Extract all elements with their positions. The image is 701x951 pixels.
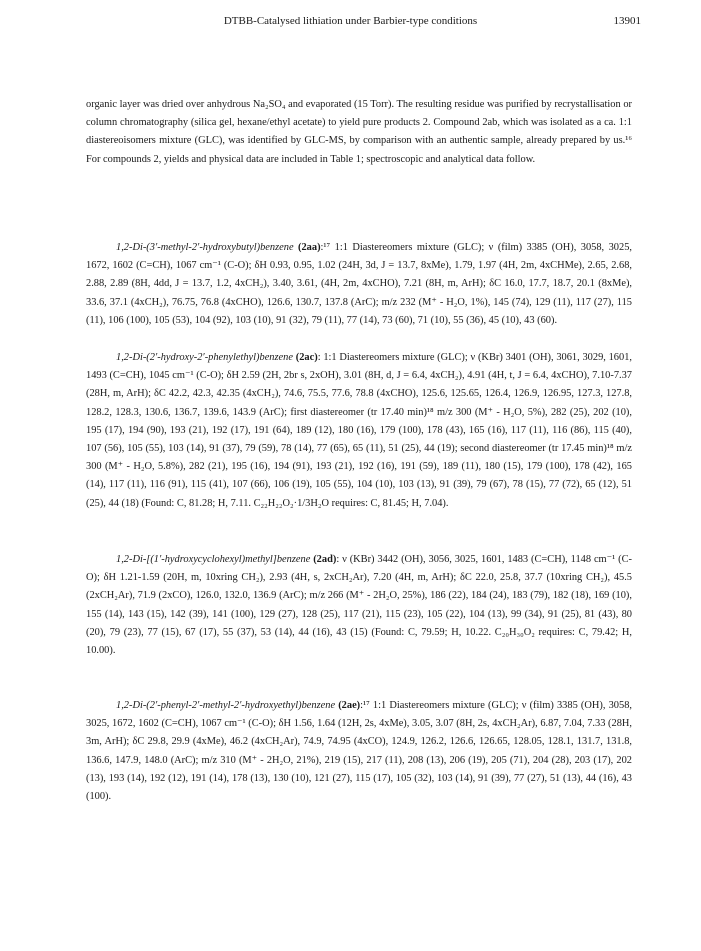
paragraph-text: :¹⁷ 1:1 Diastereomers mixture (GLC); ν (film) 3385 (OH), 3058, 3025, 1672, 1602 (C=CH), 1067 cm⁻¹ (C-O); δH 0.93, 0.95, 1.02 (24H, 3d, J = 13.7, 8xMe), 1.79, 1.97 (4H, 2m, 4xCHMe), 2.65, 2.68, 2.88, 2.89 (8H, 4dd, J = 13.7, 1.2, 4xCH₂), 3.40, 3.61, (4H, 2m, 4xCHO), 7.21 (8H, m, ArH); δC 16.0, 17.7, 18.7, 20.1 (8xMe), 33.6, 37.1 (4xCH₂), 76.75, 76.8 (4xCHO), 126.6, 130.7, 137.8 (ArC); m/z 232 (M⁺ - H₂O, 1%), 145 (74), 129 (11), 117 (27), 115 (11), 106 (100), 105 (53), 104 (92), 103 (10), 91 (32), 79 (11), 77 (14), 73 (60), 71 (10), 55 (36), 45 (10), 43 (60). <box>86 242 632 326</box>
paragraph-compound-2ae <box>86 697 632 806</box>
paragraph-text: :¹⁷ 1:1 Diastereomers mixture (GLC); ν (film) 3385 (OH), 3058, 3025, 1672, 1602 (C=CH), 1067 cm⁻¹ (C-O); δH 1.56, 1.64 (12H, 2s, 4xMe), 3.05, 3.07 (8H, 2s, 4xCH₂Ar), 6.87, 7.04, 7.33 (28H, 3m, ArH); δC 29.8, 29.9 (4xMe), 46.2 (4xCH₂Ar), 74.9, 74.95 (4xCO), 124.9, 126.2, 126.6, 126.65, 128.05, 128.1, 131.7, 131.8, 136.6, 147.9, 148.0 (ArC); m/z 310 (M⁺ - 2H₂O, 21%), 219 (15), 217 (11), 208 (13), 206 (19), 205 (71), 204 (28), 203 (17), 202 (13), 193 (14), 192 (12), 191 (14), 178 (13), 130 (10), 121 (27), 115 (17), 105 (32), 103 (14), 91 (39), 77 (27), 51 (13), 44 (16), 43 (100). <box>86 700 632 803</box>
paragraph-text: organic layer was dried over anhydrous Na₂SO₄ and evaporated (15 Torr). The resulting residue was purified by recrystallisation or column chromatography (silica gel, hexane/ethyl acetate) to yield pure products 2. Compound 2ab, which was isolated as a ca. 1:1 diastereoisomers mixture (GLC), was identified by GLC-MS, by comparison with an authentic sample, already prepared by us.¹⁶ For compounds 2, yields and physical data are included in Table 1; spectroscopic and analytical data follow. <box>86 99 632 165</box>
compound-name: 1,2-Di-(3′-methyl-2′-hydroxybutyl)benzene <box>116 242 294 253</box>
running-title: DTBB-Catalysed lithiation under Barbier-type conditions <box>223 15 478 27</box>
compound-code: (2ae) <box>338 700 361 711</box>
paragraph-compound-2aa <box>86 239 632 330</box>
compound-code: (2ad) <box>313 554 337 565</box>
paragraph-text: : 1:1 Diastereomers mixture (GLC); ν (KBr) 3401 (OH), 3061, 3029, 1601, 1493 (C=CH), 1045 cm⁻¹ (C-O); δH 2.59 (2H, 2br s, 2xOH), 3.01 (8H, d, J = 6.4, 4xCH₂), 4.91 (4H, t, J = 6.4, 4xCHO), 7.10-7.37 (28H, m, ArH); δC 42.2, 42.3, 42.35 (4xCH₂), 74.6, 75.5, 77.6, 78.8 (4xCHO), 125.6, 125.65, 126.4, 126.9, 126.95, 127.3, 127.8, 128.2, 128.3, 130.6, 136.7, 139.6, 143.9 (ArC); first diastereomer (tr 17.40 min)¹⁸ m/z 300 (M⁺ - H₂O, 5%), 282 (25), 202 (10), 195 (17), 194 (90), 193 (21), 192 (17), 191 (64), 189 (12), 180 (16), 179 (100), 178 (43), 165 (16), 117 (11), 116 (86), 115 (40), 107 (56), 105 (55), 103 (14), 91 (37), 79 (59), 78 (14), 77 (65), 65 (11), 51 (25), 44 (19); second diastereomer (tr 17.45 min)¹⁸ m/z 300 (M⁺ - H₂O, 5.8%), 282 (21), 195 (16), 194 (91), 193 (21), 192 (16), 191 (59), 189 (11), 180 (15), 179 (100), 178 (42), 165 (14), 117 (11), 116 (91), 115 (41), 107 (66), 106 (19), 105 (55), 104 (10), 103 (13), 91 (39), 79 (67), 78 (15), 77 (72), 65 (12), 51 (25), 44 (18) (Found: C, 81.28; H, 7.11. C₂₂H₂₂O₂·1/3H₂O requires: C, 81.45; H, 7.04). <box>86 352 632 509</box>
paragraph-compound-2ac <box>86 349 632 513</box>
compound-name: 1,2-Di-[(1′-hydroxycyclohexyl)methyl]benzene <box>116 554 311 565</box>
paragraph-text: : ν (KBr) 3442 (OH), 3056, 3025, 1601, 1483 (C=CH), 1148 cm⁻¹ (C-O); δH 1.21-1.59 (20H, m, 10xring CH₂), 2.93 (4H, s, 2xCH₂Ar), 7.20 (4H, m, ArH); δC 22.0, 25.8, 37.7 (10xring CH₂), 45.5 (2xCH₂Ar), 71.9 (2xCO), 126.0, 132.0, 136.9 (ArC); m/z 266 (M⁺ - 2H₂O, 25%), 186 (22), 184 (24), 183 (79), 182 (18), 169 (10), 155 (14), 143 (15), 142 (39), 141 (100), 129 (27), 128 (25), 117 (21), 115 (23), 105 (22), 104 (13), 99 (34), 91 (25), 81 (43), 80 (20), 79 (23), 77 (15), 67 (17), 55 (37), 53 (14), 44 (16), 43 (15) (Found: C, 79.59; H, 10.22. C₂₀H₃₀O₂ requires: C, 79.42; H, 10.00). <box>86 554 632 657</box>
page-number: 13901 <box>613 15 641 27</box>
running-head <box>0 15 701 27</box>
compound-code: (2aa) <box>298 242 321 253</box>
compound-name: 1,2-Di-(2′-phenyl-2′-methyl-2′-hydroxyethyl)benzene <box>116 700 336 711</box>
paragraph-workup <box>86 96 632 169</box>
compound-name: 1,2-Di-(2′-hydroxy-2′-phenylethyl)benzene <box>116 352 293 363</box>
compound-code: (2ac) <box>295 352 318 363</box>
paragraph-compound-2ad <box>86 551 632 660</box>
